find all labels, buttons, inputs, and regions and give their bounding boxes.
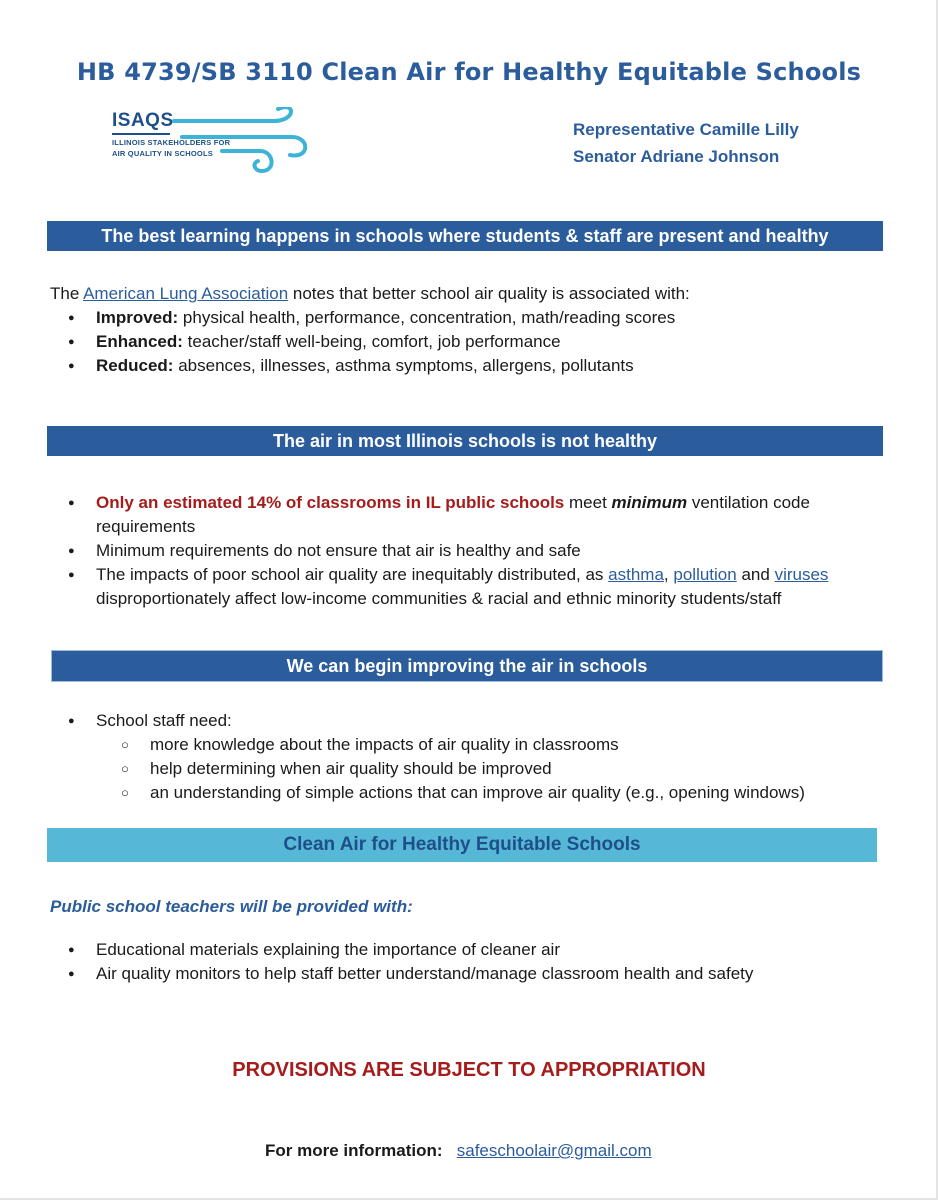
item-label: Improved:	[96, 308, 179, 327]
section-1-heading: The best learning happens in schools where students & staff are present and healthy	[47, 221, 883, 251]
item-text: meet	[569, 493, 607, 512]
sub-list-item: ○ help determining when air quality should be improved	[50, 757, 910, 781]
contact-label: For more information:	[265, 1141, 443, 1160]
contact-email-link[interactable]: safeschoolair@gmail.com	[456, 1141, 652, 1160]
section-2-body	[50, 491, 910, 611]
list-item: ● Air quality monitors to help staff better understand/manage classroom health and safety	[50, 962, 910, 986]
intro-line	[50, 282, 910, 306]
section-4-lead: Public school teachers will be provided with:	[50, 897, 413, 916]
section-3-body	[50, 709, 910, 805]
asthma-link[interactable]: asthma	[608, 565, 664, 584]
wind-swirl-icon	[164, 107, 309, 179]
appropriation-notice: PROVISIONS ARE SUBJECT TO APPROPRIATION	[232, 1059, 706, 1081]
section-2-heading: The air in most Illinois schools is not healthy	[47, 426, 883, 456]
intro-prefix: The	[50, 284, 80, 303]
sponsor-senator: Senator Adriane Johnson	[573, 147, 780, 166]
separator: ,	[663, 565, 669, 584]
section-4-body	[50, 938, 910, 986]
section-4-heading: Clean Air for Healthy Equitable Schools	[47, 828, 877, 862]
american-lung-association-link[interactable]: American Lung Association	[83, 284, 289, 303]
item-text: absences, illnesses, asthma symptoms, allergens, pollutants	[178, 356, 634, 375]
list-item	[50, 491, 910, 539]
air-quality-facts-list	[50, 491, 910, 611]
list-item	[50, 354, 910, 378]
logo-underline	[112, 133, 170, 135]
benefits-list	[50, 306, 910, 378]
logo-tagline-1: ILLINOIS STAKEHOLDERS FOR	[112, 138, 231, 147]
intro-suffix: notes that better school air quality is associated with:	[292, 284, 690, 303]
sponsor-representative: Representative Camille Lilly	[573, 120, 799, 139]
item-text: teacher/staff well-being, comfort, job performance	[187, 332, 561, 351]
ventilation-stat: Only an estimated 14% of classrooms in IL public schools	[96, 493, 565, 512]
pollution-link[interactable]: pollution	[673, 565, 737, 584]
item-text: physical health, performance, concentration, math/reading scores	[182, 308, 676, 327]
minimum-emphasis: minimum	[611, 493, 688, 512]
logo-wordmark: ISAQS	[112, 110, 174, 131]
sub-list-item: ○ more knowledge about the impacts of air quality in classrooms	[50, 733, 910, 757]
item-text: ventilation code requirements	[96, 493, 810, 536]
list-item	[50, 330, 910, 354]
sponsors-block	[573, 116, 799, 170]
list-item: ● Educational materials explaining the importance of cleaner air	[50, 938, 910, 962]
item-text: disproportionately affect low-income communities & racial and ethnic minority students/staff	[96, 589, 782, 608]
list-item	[50, 306, 910, 330]
list-item: ● School staff need:	[50, 709, 910, 733]
section-1-body	[50, 282, 910, 378]
page-title: HB 4739/SB 3110 Clean Air for Healthy Equitable Schools	[76, 58, 862, 86]
staff-needs-list	[50, 709, 910, 805]
isaqs-logo	[112, 107, 307, 179]
item-text: and	[741, 565, 770, 584]
list-item: ● Minimum requirements do not ensure that air is healthy and safe	[50, 539, 910, 563]
provisions-list	[50, 938, 910, 986]
contact-line	[265, 1141, 652, 1161]
item-label: Reduced:	[96, 356, 174, 375]
viruses-link[interactable]: viruses	[774, 565, 829, 584]
sub-list-item: ○ an understanding of simple actions that can improve air quality (e.g., opening windows)	[50, 781, 910, 805]
list-item	[50, 563, 910, 611]
logo-tagline-2: AIR QUALITY IN SCHOOLS	[112, 149, 213, 158]
item-label: Enhanced:	[96, 332, 183, 351]
section-3-heading: We can begin improving the air in schools	[52, 651, 882, 681]
item-text: The impacts of poor school air quality are inequitably distributed, as	[96, 565, 604, 584]
